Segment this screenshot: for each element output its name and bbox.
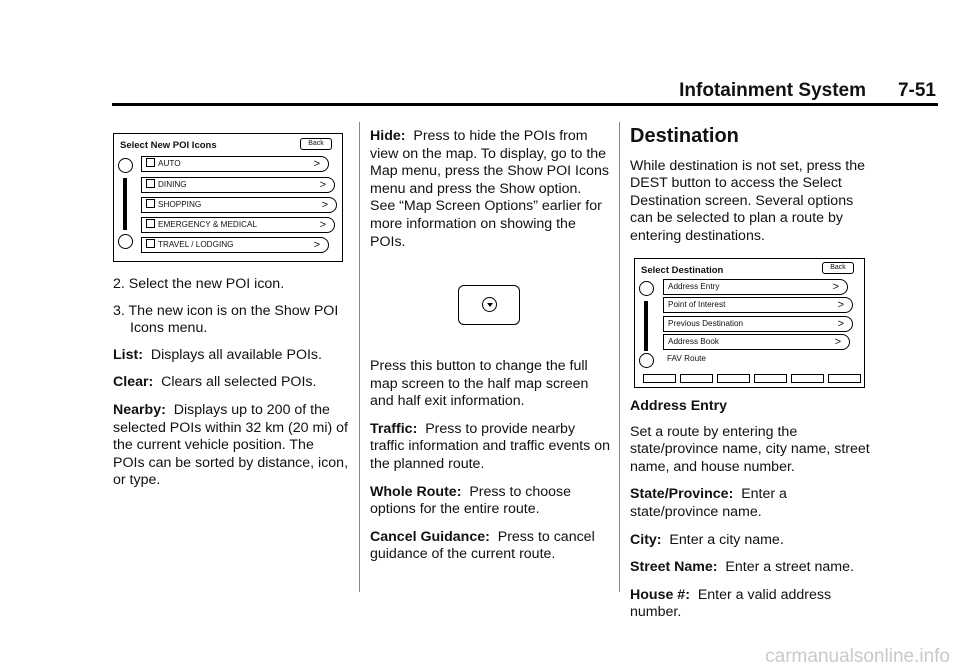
dest-item-label: Address Entry: [668, 282, 720, 291]
whole-route-text: Press to choose options for the entire route.: [370, 483, 572, 518]
column-divider-2: [619, 122, 620, 592]
nearby-label: Nearby:: [113, 401, 166, 418]
destination-intro: While destination is not set, press the DEST button to access the Select Destination screen. Several options can be selected to plan a route by entering destinations.: [630, 157, 866, 244]
soft-key: [754, 374, 787, 383]
half-map-paragraph: Press this button to change the full map screen to the half map screen and half exit information.: [370, 358, 589, 410]
chevron-right-icon: >: [321, 199, 328, 211]
dest-item-label: Previous Destination: [668, 319, 744, 328]
step-2: 2. Select the new POI icon.: [113, 276, 285, 292]
chevron-right-icon: >: [313, 239, 320, 251]
state-label: State/Province:: [630, 486, 734, 503]
street-paragraph: [630, 559, 870, 577]
whole-route-label: Whole Route:: [370, 483, 462, 500]
nearby-paragraph: [113, 402, 349, 490]
hide-text: Press to hide the POIs from view on the map. To display, go to the Map menu, press the Show POI Icons menu and press the Show option. See “Map Screen Options” earlier for more information on showing the POIs.: [370, 128, 609, 250]
scroll-down-icon: [118, 234, 133, 249]
back-button: Back: [822, 262, 854, 274]
city-text: Enter a city name.: [669, 531, 784, 548]
cancel-guidance-paragraph: [370, 529, 610, 564]
scroll-up-icon: [118, 158, 133, 173]
house-paragraph: [630, 587, 870, 622]
chevron-right-icon: >: [837, 318, 844, 330]
column-2: [370, 128, 610, 261]
city-label: City:: [630, 531, 662, 548]
traffic-paragraph: [370, 421, 610, 474]
scroll-down-icon: [639, 353, 654, 368]
dest-item-label: FAV Route: [667, 354, 706, 363]
shopping-icon: [146, 199, 155, 208]
cancel-guidance-text: Press to cancel guidance of the current route.: [370, 528, 595, 563]
street-text: Enter a street name.: [725, 559, 854, 576]
clear-label: Clear:: [113, 374, 154, 391]
poi-item-label: SHOPPING: [158, 200, 202, 209]
dest-item-address-entry: [663, 279, 848, 295]
address-entry-heading: Address Entry: [630, 398, 727, 414]
destination-heading: Destination: [630, 125, 739, 147]
clear-paragraph: [113, 374, 349, 392]
hide-label: Hide:: [370, 128, 406, 144]
soft-key: [680, 374, 713, 383]
chevron-right-icon: >: [832, 281, 839, 293]
column-3: [630, 125, 870, 256]
map-marker-icon: [482, 297, 497, 312]
traffic-label: Traffic:: [370, 420, 418, 437]
whole-route-paragraph: [370, 484, 610, 519]
scroll-up-icon: [639, 281, 654, 296]
house-text: Enter a valid address number.: [630, 586, 832, 621]
list-label: List:: [113, 346, 143, 363]
step-3: 3. The new icon is on the Show POI Icons menu.: [113, 302, 339, 337]
header-rule: [112, 103, 938, 106]
dest-item-point-of-interest: [663, 297, 853, 313]
dest-item-fav-route: [663, 352, 763, 368]
hide-paragraph: [370, 128, 610, 251]
fork-knife-icon: [146, 179, 155, 188]
lodging-icon: [146, 239, 155, 248]
poi-item-label: AUTO: [158, 159, 181, 168]
cancel-guidance-label: Cancel Guidance:: [370, 528, 490, 545]
dest-item-label: Address Book: [668, 337, 719, 346]
chevron-right-icon: >: [319, 219, 326, 231]
traffic-text: Press to provide nearby traffic information and traffic events on the planned route.: [370, 420, 611, 472]
soft-key: [717, 374, 750, 383]
chevron-right-icon: >: [313, 158, 320, 170]
poi-item-emergency: [141, 217, 335, 233]
poi-item-label: TRAVEL / LODGING: [158, 240, 234, 249]
dest-item-previous-destination: [663, 316, 853, 332]
dest-item-label: Point of Interest: [668, 300, 726, 309]
column-1: [113, 276, 349, 500]
page-number: 7-51: [897, 80, 936, 101]
poi-item-travel: [141, 237, 329, 253]
poi-item-label: EMERGENCY & MEDICAL: [158, 220, 258, 229]
state-text: Enter a state/province name.: [630, 486, 787, 520]
soft-key: [791, 374, 824, 383]
back-button: Back: [300, 138, 332, 150]
state-paragraph: [630, 486, 870, 521]
scrollbar: [123, 178, 127, 230]
poi-item-shopping: [141, 197, 337, 213]
nearby-text: Displays up to 200 of the selected POIs within 32 km (20 mi) of the current vehicle position. The POIs can be sorted by distance, icon, or type.: [113, 401, 349, 489]
poi-item-label: DINING: [158, 180, 187, 189]
poi-item-auto: [141, 156, 329, 172]
house-label: House #:: [630, 586, 690, 603]
poi-item-dining: [141, 177, 335, 193]
dest-screen-title: Select Destination: [641, 265, 724, 276]
section-title: Infotainment System: [679, 80, 866, 101]
street-label: Street Name:: [630, 559, 718, 576]
poi-icons-screen: [113, 133, 343, 262]
column-3-lower: [630, 398, 870, 632]
select-destination-screen: [634, 258, 865, 388]
list-paragraph: [113, 347, 349, 365]
soft-key: [828, 374, 861, 383]
chevron-right-icon: >: [319, 179, 326, 191]
list-text: Displays all available POIs.: [150, 346, 322, 363]
car-icon: [146, 158, 155, 167]
dest-item-address-book: [663, 334, 850, 350]
medical-icon: [146, 219, 155, 228]
poi-screen-title: Select New POI Icons: [120, 140, 217, 151]
city-paragraph: [630, 532, 870, 550]
soft-key: [643, 374, 676, 383]
chevron-right-icon: >: [834, 336, 841, 348]
half-map-button-figure: [458, 285, 520, 325]
scrollbar: [644, 301, 648, 351]
column-2-lower: [370, 358, 610, 574]
column-divider-1: [359, 122, 360, 592]
footer-watermark: carmanualsonline.info: [765, 646, 950, 667]
clear-text: Clears all selected POIs.: [161, 374, 317, 391]
address-entry-intro: Set a route by entering the state/province name, city name, street name, and house number.: [630, 423, 870, 475]
chevron-right-icon: >: [837, 299, 844, 311]
